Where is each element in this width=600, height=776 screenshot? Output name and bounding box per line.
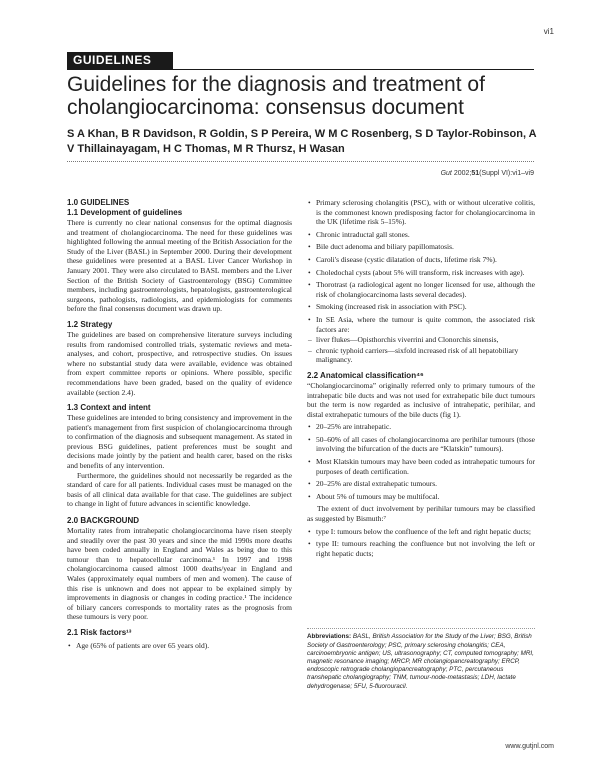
subsection-heading-risk-factors: 2.1 Risk factors¹³ xyxy=(67,627,132,637)
paragraph-context-1: These guidelines are intended to bring consistency and improvement in the patient's management from first suspicion of cholangiocarcinoma through to confirmation of the diagnosis and subsequent management. As stated in previous BSG guidelines, patient preferences must be sought and decisions made jointly by the patient and health carer, based on the risks and benefits of any intervention. xyxy=(67,413,292,471)
section-label: GUIDELINES xyxy=(67,52,173,69)
list-item: • type I: tumours below the confluence of the left and right hepatic ducts; xyxy=(307,527,535,537)
citation-year: 2002; xyxy=(453,170,472,177)
paragraph-bismuth: The extent of duct involvement by perihilar tumours may be classified as suggested by Bismuth:⁷ xyxy=(307,504,535,524)
subsection-heading-context: 1.3 Context and intent xyxy=(67,403,151,413)
author-list: S A Khan, B R Davidson, R Goldin, S P Pereira, W M C Rosenberg, S D Taylor-Robinson, A V Thillainayagam, H C Thomas, M R Thursz, H Wasan xyxy=(67,128,537,155)
risk-factor-list xyxy=(307,198,535,334)
list-item: • Most Klatskin tumours may have been coded as intrahepatic tumours for purposes of death certification. xyxy=(307,457,535,476)
risk-factor-list-start xyxy=(67,641,292,651)
citation xyxy=(441,170,534,177)
paragraph-background: Mortality rates from intrahepatic cholangiocarcinoma have risen steeply and steadily over the past 30 years and since the mid 1990s more deaths have been coded annually in England and Wales as being due to this tumour than to hepatocellular carcinoma.¹ In 1997 and 1998 cholangiocarcinoma caused almost 1000 deaths/year in England and Wales (approximately equal numbers of men and women). The cause of this rise is unknown and does not appear to be explained simply by improvements in diagnosis or changes in coding practice.¹ The incidence of biliary cancers corresponds to mortality rates as the prognosis from these tumours is very poor. xyxy=(67,526,292,622)
paragraph-development: There is currently no clear national consensus for the optimal diagnosis and treatment of cholangiocarcinoma. The need for these guidelines was highlighted following the annual meeting of the British Association for the Study of the Liver (BASL) in September 2000. During their development these guidelines were presented at a BASL Liver Cancer Workshop in January 2001. They were also circulated to BASL members and the Liver Section of the British Society of Gastroenterology (BSG) Committee members, including gastroenterologists, hepatologists, gastroenterological surgeons, pathologists, radiologists, and epidemiologists for comments before the final consensus document was drawn up. xyxy=(67,218,292,314)
abbreviations-box xyxy=(307,633,535,690)
paragraph-context-2: Furthermore, the guidelines should not necessarily be regarded as the standard of care for all patients. Individual cases must be managed on the basis of all clinical data available for that case. The guidelines are subject to change in light of future advances in scientific knowledge. xyxy=(67,470,292,509)
paragraph-anatomical: “Cholangiocarcinoma” originally referred only to primary tumours of the intrahepatic bile ducts and was not used for extrahepatic bile duct tumours but the term is now regarded as inclusive of intrahepatic, perihilar, and distal extrahepatic tumours of the bile ducts (fig 1). xyxy=(307,380,535,419)
page-number: vi1 xyxy=(543,27,554,36)
article-title: Guidelines for the diagnosis and treatment of cholangiocarcinoma: consensus document xyxy=(67,73,485,119)
list-item: • Smoking (increased risk in association with PSC). xyxy=(307,302,535,312)
list-item: • 20–25% are intrahepatic. xyxy=(307,422,535,432)
list-item: – chronic typhoid carriers—sixfold increased risk of all hepatobiliary malignancy. xyxy=(307,346,535,365)
list-item: • Primary sclerosing cholangitis (PSC), with or without ulcerative colitis, is the commonest known predisposing factor for cholangiocarcinoma in the UK (lifetime risk 5–15%). xyxy=(307,198,535,227)
abbreviations-label: Abbreviations: xyxy=(307,633,352,641)
right-column xyxy=(307,198,535,691)
list-item: • Age (65% of patients are over 65 years old). xyxy=(67,641,292,651)
list-item: • About 5% of tumours may be multifocal. xyxy=(307,492,535,502)
list-item: • Choledochal cysts (about 5% will transform, risk increases with age). xyxy=(307,268,535,278)
list-item: • Bile duct adenoma and biliary papillomatosis. xyxy=(307,242,535,252)
asia-risk-sublist xyxy=(307,335,535,365)
list-item: • 20–25% are distal extrahepatic tumours. xyxy=(307,479,535,489)
subsection-heading-strategy: 1.2 Strategy xyxy=(67,319,113,329)
citation-pages: (Suppl VI):vi1–vi9 xyxy=(479,170,534,177)
section-heading-guidelines: 1.0 GUIDELINES xyxy=(67,198,130,207)
list-item: • Chronic intraductal gall stones. xyxy=(307,230,535,240)
list-item: • Thorotrast (a radiological agent no longer licensed for use, although the risk of cholangiocarcinoma lasts several decades). xyxy=(307,280,535,299)
list-item: • Caroli's disease (cystic dilatation of ducts, lifetime risk 7%). xyxy=(307,255,535,265)
citation-journal: Gut xyxy=(440,170,452,177)
footer-url[interactable]: www.gutjnl.com xyxy=(505,743,554,750)
section-rule xyxy=(67,69,534,70)
left-column xyxy=(67,198,292,651)
section-heading-background: 2.0 BACKGROUND xyxy=(67,516,140,526)
subsection-heading-anatomical: 2.2 Anatomical classification⁴⁶ xyxy=(307,370,424,380)
citation-volume: 51 xyxy=(471,170,480,177)
list-item: – liver flukes—Opisthorchis viverrini and Clonorchis sinensis, xyxy=(307,335,535,345)
list-item: • In SE Asia, where the tumour is quite common, the associated risk factors are: xyxy=(307,315,535,334)
subsection-heading-development: 1.1 Development of guidelines xyxy=(67,208,183,217)
abbreviations-divider xyxy=(307,628,535,629)
bismuth-type-list xyxy=(307,527,535,559)
list-item: • 50–60% of all cases of cholangiocarcinoma are perihilar tumours (those involving the bifurcation of the ducts are “Klatskin” tumours). xyxy=(307,435,535,454)
list-item: • type II: tumours reaching the confluence but not involving the left or right hepatic ducts; xyxy=(307,539,535,558)
paragraph-strategy: The guidelines are based on comprehensive literature surveys including results from randomised controlled trials, systematic reviews and meta-analyses, and cohort, prospective, and retrospective studies. On issues where no substantial study data were available, evidence was obtained from expert committee reports or opinions. Where possible, specific recommendations have been graded, based on the quality of evidence available (section 2.4). xyxy=(67,329,292,397)
abbreviations-text: BASL, British Association for the Study of the Liver; BSG, British Society of Gastroenterology; PSC, primary sclerosing cholangitis; CEA, carcinoembryonic antigen; US, ultrasonography; CT, computed tomography; MRI, magnetic resonance imaging; MRCP, MR cholangiopancreatography; ERCP, endoscopic retrograde cholangiopancreatography; PTC, percutaneous transhepatic cholangiography; TNM, tumour-node-metastasis; LDH, lactate dehydrogenase; 5FU, 5-fluorouracil. xyxy=(307,633,534,690)
header-divider xyxy=(67,161,534,162)
classification-list xyxy=(307,422,535,501)
